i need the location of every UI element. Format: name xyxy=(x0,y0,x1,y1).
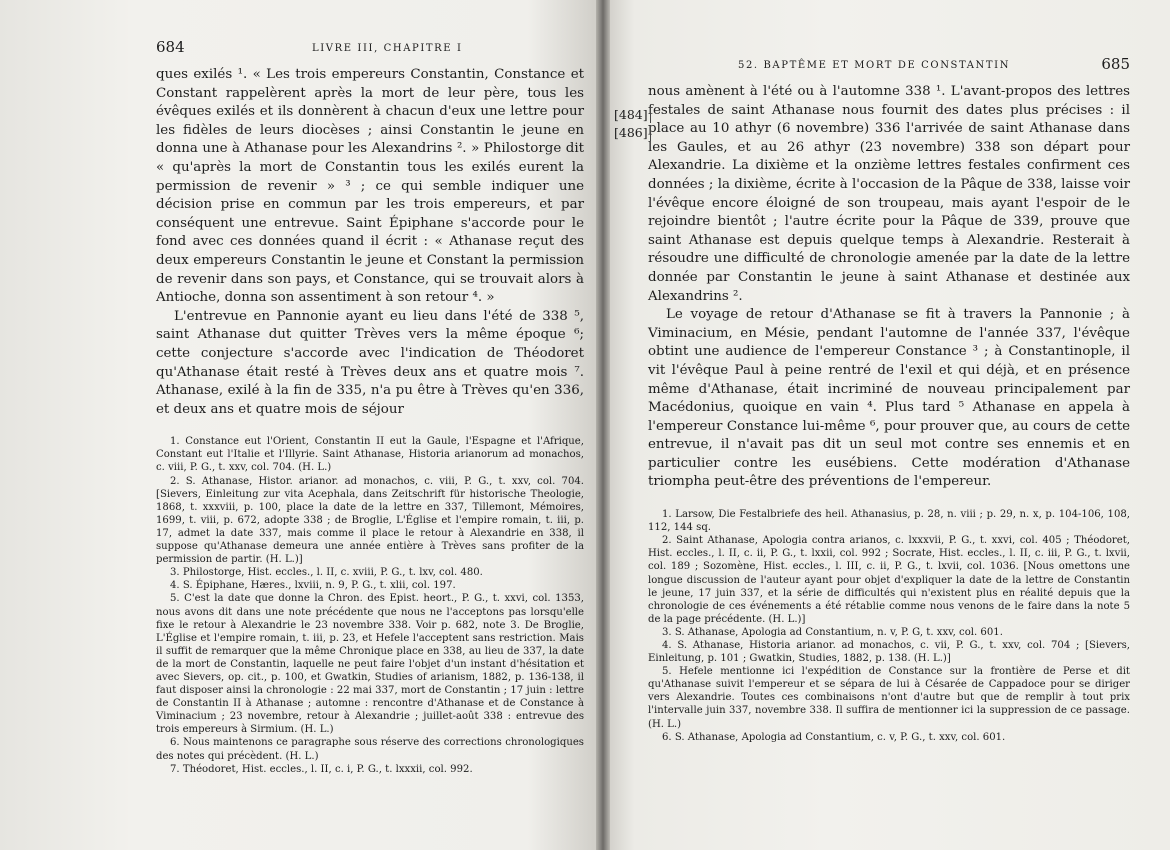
book-gutter xyxy=(596,0,610,850)
paragraph: Le voyage de retour d'Athanase se fit à travers la Pannonie ; à Viminacium, en Mésie, pendant l'automne de l'année 337, l'évêque obtint une audience de l'empereur Constance ³ ; à Constantinople, il vit l'évêque Paul à peine rentré de l'exil et qui déjà, et en présence même d'Athanase, était incriminé de nouveau principalement par Macédonius, quoique en vain ⁴. Plus tard ⁵ Athanase en appela à l'empereur Constance lui-même ⁶, pour prouver que, au cours de cette entrevue, il n'avait pas dit un seul mot contre ses ennemis et en particulier contre les eusébiens. Cette modération d'Athanase triompha peut-être des préventions de l'empereur. xyxy=(648,307,1130,490)
running-head xyxy=(156,38,584,60)
page-number: 684 xyxy=(156,38,185,56)
footnotes xyxy=(648,508,1130,744)
footnote: 4. S. Athanase, Historia arianor. ad monachos, c. vii, P. G., t. xxv, col. 704 ; [Sievers, Einleitung, p. 101 ; Gwatkin, Studies, 1882, p. 138. (H. L.)] xyxy=(648,640,1130,665)
footnote: 1. Larsow, Die Festalbriefe des heil. Athanasius, p. 28, n. viii ; p. 29, n. x, p. 104-106, 108, 112, 144 sq. xyxy=(648,509,1130,534)
footnote: 6. Nous maintenons ce paragraphe sous réserve des corrections chronologiques des notes qui précèdent. (H. L.) xyxy=(156,737,584,762)
footnote: 2. S. Athanase, Histor. arianor. ad monachos, c. viii, P. G., t. xxv, col. 704. [Sievers, Einleitung zur vita Acephala, dans Zeitschrift für historische Theologie, 1868, t. xxxviii, p. 100, place la date de la lettre en 337, Tillemont, Mémoires, 1699, t. viii, p. 672, adopte 338 ; de Broglie, L'Église et l'empire romain, t. iii, p. 17, admet la date 337, mais comme il place le retour à Alexandrie en 338, il suppose qu'Athanase demeura une année entière à Trèves sans profiter de la permission de partir. (H. L.)] xyxy=(156,475,584,566)
footnote: 3. Philostorge, Hist. eccles., l. II, c. xviii, P. G., t. lxv, col. 480. xyxy=(170,567,483,579)
body-text xyxy=(156,66,584,419)
footnote: 1. Constance eut l'Orient, Constantin II eut la Gaule, l'Espagne et l'Afrique, Constant eut l'Italie et l'Illyrie. Saint Athanase, Historia arianorum ad monachos, c. viii, P. G., t. xxv, col. 704. (H. L.) xyxy=(156,436,584,474)
footnotes xyxy=(156,435,584,775)
footnote: 4. S. Épiphane, Hæres., lxviii, n. 9, P. G., t. xlii, col. 197. xyxy=(170,580,456,592)
page-number: 685 xyxy=(1101,55,1130,73)
footnote: 5. Hefele mentionne ici l'expédition de Constance sur la frontière de Perse et dit qu'Athanase suivit l'empereur et se sépara de lui à Césarée de Cappadoce pour se diriger vers Alexandrie. Toutes ces combinaisons n'ont d'autre but que de remplir à tout prix l'intervalle juin 337, novembre 338. Il suffira de mentionner ici la suppression de ce passage. (H. L.) xyxy=(648,666,1130,730)
footnote: 5. C'est la date que donne la Chron. des Epist. heort., P. G., t. xxvi, col. 1353, nous avons dit dans une note précédente que nous ne l'acceptons pas lorsqu'elle fixe le retour à Alexandrie le 23 novembre 338. Voir p. 682, note 3. De Broglie, L'Église et l'empire romain, t. iii, p. 23, et Hefele l'acceptent sans restriction. Mais il suffit de remarquer que la même Chronique place en 338, au lieu de 337, la date de la mort de Constantin, laquelle ne peut faire l'objet d'un instant d'hésitation et avec Sievers, op. cit., p. 100, et Gwatkin, Studies of arianism, 1882, p. 136-138, il faut disposer ainsi la chronologie : 22 mai 337, mort de Constantin ; 17 juin : lettre de Constantin II à Athanase ; automne : rencontre d'Athanase et de Constance à Viminacium ; 23 novembre, retour à Alexandrie ; juillet-août 338 : entrevue des trois empereurs à Sirmium. (H. L.) xyxy=(156,593,584,736)
footnote: 6. S. Athanase, Apologia ad Constantium, c. v, P. G., t. xxv, col. 601. xyxy=(662,731,1006,743)
footnote: 2. Saint Athanase, Apologia contra arianos, c. lxxxvii, P. G., t. xxvi, col. 405 ; Théodoret, Hist. eccles., l. II, c. ii, P. G., t. lxxii, col. 992 ; Socrate, Hist. eccles., l. II, c. iii, P. G., t. lxvii, col. 189 ; Sozomène, Hist. eccles., l. III, c. ii, P. G., t. lxvii, col. 1036. [Nous omettons une longue discussion de l'auteur ayant pour objet d'expliquer la date de la lettre de Constantin le jeune, 17 juin 337, et la série de difficultés qui n'existent plus en réalité depuis que la chronologie de ces événements a été rétablie comme nous venons de le faire dans la note 5 de la page précédente. (H. L.)] xyxy=(648,535,1130,625)
paragraph: L'entrevue en Pannonie ayant eu lieu dans l'été de 338 ⁵, saint Athanase dut quitter Trèves vers la même époque ⁶; cette conjecture s'accorde avec l'indication de Théodoret qu'Athanase était resté à Trèves deux ans et quatre mois ⁷. Athanase, exilé à la fin de 335, n'a pu être à Trèves qu'en 336, et deux ans et quatre mois de séjour xyxy=(156,308,584,417)
footnote: 3. S. Athanase, Apologia ad Constantium, n. v, P. G, t. xxv, col. 601. xyxy=(662,626,1003,638)
running-head-title: 52. BAPTÊME ET MORT DE CONSTANTIN xyxy=(738,60,1011,71)
right-page xyxy=(600,0,1170,850)
margin-reference: [486] xyxy=(614,125,651,141)
running-head-title: LIVRE III, CHAPITRE I xyxy=(312,43,463,54)
margin-reference: [484] xyxy=(614,107,651,123)
body-text xyxy=(614,83,1130,492)
paragraph: ques exilés ¹. « Les trois empereurs Constantin, Constance et Constant rappelèrent après la mort de leur père, tous les évêques exilés et ils donnèrent à chacun d'eux une lettre pour les fidèles de leurs diocèses ; ainsi Constantin le jeune en donna une à Athanase pour les Alexandrins ². » Philostorge dit « qu'après la mort de Constantin tous les exilés eurent la permission de revenir » ³ ; ce qui semble indiquer une décision prise en commun par les trois empereurs, et par conséquent une entrevue. Saint Épiphane s'accorde pour le fond avec ces données quand il écrit : « Athanase reçut des deux empereurs Constantin le jeune et Constant la permission de revenir dans son pays, et Constance, qui se trouvait alors à Antioche, donna son assentiment à son retour ⁴. » xyxy=(156,67,584,306)
running-head xyxy=(648,55,1130,77)
footnote: 7. Théodoret, Hist. eccles., l. II, c. i, P. G., t. lxxxii, col. 992. xyxy=(170,763,473,775)
paragraph: nous amènent à l'été ou à l'automne 338 ¹. L'avant-propos des lettres festales de saint Athanase nous fournit des dates plus précises : il place au 10 athyr (6 novembre) 336 l'arrivée de saint Athanase dans les Gaules, et au 26 athyr (23 novembre) 338 son départ pour Alexandrie. La dixième et la onzième lettres festales confirment ces données ; la dixième, écrite à l'occasion de la Pâque de 338, laisse voir l'évêque encore éloigné de son troupeau, mais ayant l'espoir de le rejoindre bientôt ; l'autre écrite pour la Pâque de 339, prouve que saint Athanase est depuis quelque temps à Alexandrie. Resterait à résoudre une difficulté de chronologie amenée par la date de la lettre donnée par Constantin le jeune à saint Athanase et destinée aux Alexandrins ². xyxy=(648,84,1130,304)
